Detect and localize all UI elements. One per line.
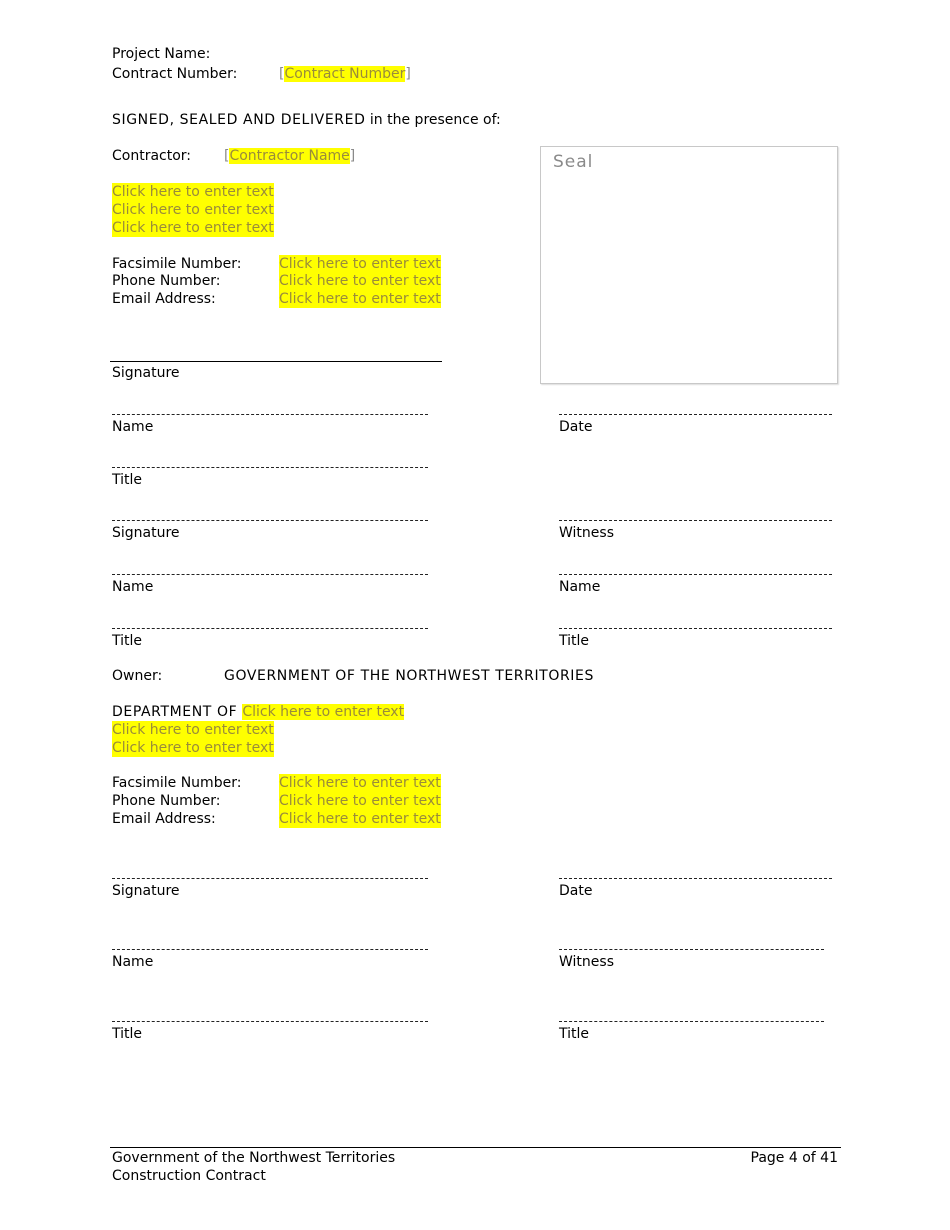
- signature-line: [110, 361, 442, 362]
- contractor-address-line-1[interactable]: Click here to enter text: [112, 184, 274, 200]
- owner-name-line: [112, 949, 428, 950]
- owner-date-label: Date: [559, 883, 593, 899]
- contractor-address-line-3[interactable]: Click here to enter text: [112, 220, 274, 236]
- date-line: [559, 414, 832, 415]
- contractor-name-label: Name: [112, 419, 154, 435]
- bracket-open: [: [224, 148, 230, 164]
- contract-number-value[interactable]: Contract Number: [284, 66, 406, 82]
- owner-address-line-1[interactable]: Click here to enter text: [112, 722, 274, 738]
- signed-heading-rest: in the presence of:: [365, 112, 501, 128]
- contractor-label: Contractor:: [112, 148, 192, 164]
- contractor-signature2-label: Signature: [112, 525, 180, 541]
- witness-name-line: [559, 574, 832, 575]
- owner-witness-title-label: Title: [559, 1026, 590, 1042]
- signed-heading: [112, 111, 501, 129]
- project-name-label: Project Name:: [112, 46, 211, 62]
- contractor-phone-label: Phone Number:: [112, 273, 221, 289]
- owner-facsimile-input[interactable]: Click here to enter text: [279, 775, 441, 791]
- name-line-2: [112, 574, 428, 575]
- owner-date-line: [559, 878, 832, 879]
- contractor-witness-name-label: Name: [559, 579, 601, 595]
- contractor-witness-label: Witness: [559, 525, 614, 541]
- contractor-email-label: Email Address:: [112, 291, 216, 307]
- owner-phone-label: Phone Number:: [112, 793, 221, 809]
- contractor-name-field[interactable]: [224, 147, 355, 165]
- contractor-signature-label: Signature: [112, 365, 180, 381]
- footer-doc: Construction Contract: [112, 1168, 266, 1184]
- witness-title-line: [559, 628, 832, 629]
- contractor-name2-label: Name: [112, 579, 154, 595]
- bracket-close: ]: [349, 148, 356, 164]
- contractor-phone-input[interactable]: Click here to enter text: [279, 273, 441, 289]
- contractor-date-label: Date: [559, 419, 593, 435]
- title-line-2: [112, 628, 428, 629]
- contractor-name-value[interactable]: Contractor Name: [229, 148, 350, 164]
- contract-number-field[interactable]: [279, 65, 411, 83]
- department-label: DEPARTMENT OF: [112, 704, 243, 720]
- owner-email-input[interactable]: Click here to enter text: [279, 811, 441, 827]
- seal-box[interactable]: [540, 146, 838, 384]
- contract-number-label: Contract Number:: [112, 66, 238, 82]
- owner-title-label: Title: [112, 1026, 143, 1042]
- footer-rule: [110, 1147, 841, 1148]
- footer-org: Government of the Northwest Territories: [112, 1150, 396, 1166]
- owner-signature-label: Signature: [112, 883, 180, 899]
- title-line: [112, 467, 428, 468]
- owner-facsimile-label: Facsimile Number:: [112, 775, 242, 791]
- signature-line-2: [112, 520, 428, 521]
- contractor-facsimile-input[interactable]: Click here to enter text: [279, 256, 441, 272]
- owner-witness-label: Witness: [559, 954, 614, 970]
- contractor-facsimile-label: Facsimile Number:: [112, 256, 242, 272]
- contractor-address-line-2[interactable]: Click here to enter text: [112, 202, 274, 218]
- signed-heading-caps: SIGNED, SEALED AND DELIVERED: [112, 112, 366, 128]
- witness-line: [559, 520, 832, 521]
- owner-witness-title-line: [559, 1021, 824, 1022]
- department-input[interactable]: Click here to enter text: [242, 704, 405, 720]
- name-line: [112, 414, 428, 415]
- owner-name-label: Name: [112, 954, 154, 970]
- contractor-title-label: Title: [112, 472, 143, 488]
- owner-witness-line: [559, 949, 824, 950]
- owner-value: GOVERNMENT OF THE NORTHWEST TERRITORIES: [224, 668, 594, 684]
- owner-label: Owner:: [112, 668, 163, 684]
- seal-label: Seal: [553, 152, 594, 172]
- owner-signature-line: [112, 878, 428, 879]
- footer-page-number: Page 4 of 41: [750, 1150, 838, 1166]
- contractor-email-input[interactable]: Click here to enter text: [279, 291, 441, 307]
- bracket-open: [: [279, 66, 285, 82]
- contractor-title2-label: Title: [112, 633, 143, 649]
- contractor-witness-title-label: Title: [559, 633, 590, 649]
- department-row: [112, 703, 404, 721]
- owner-email-label: Email Address:: [112, 811, 216, 827]
- owner-address-line-2[interactable]: Click here to enter text: [112, 740, 274, 756]
- owner-phone-input[interactable]: Click here to enter text: [279, 793, 441, 809]
- bracket-close: ]: [405, 66, 411, 82]
- owner-title-line: [112, 1021, 428, 1022]
